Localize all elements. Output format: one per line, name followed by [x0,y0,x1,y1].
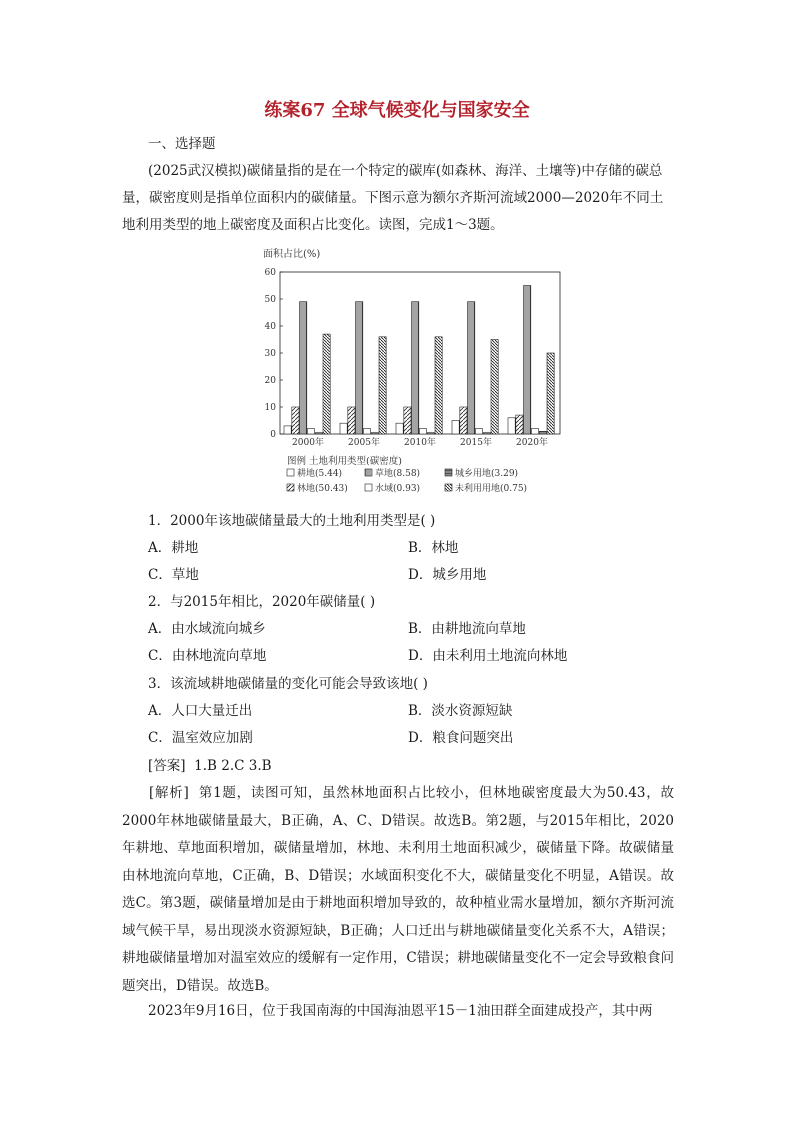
bar [468,302,475,434]
legend-label: 草地(8.58) [375,469,421,479]
bar [435,337,442,434]
y-tick-label: 10 [264,403,276,413]
bar [300,302,307,434]
legend-label: 城乡用地(3.29) [455,469,519,479]
bar [292,407,299,434]
bar [379,337,386,434]
bar [452,421,459,435]
bar [524,286,531,435]
legend-label: 水域(0.93) [375,484,421,494]
y-tick-label: 0 [270,430,276,440]
legend-swatch [287,469,294,476]
plot-frame [280,272,560,434]
section-heading: 一、选择题 [148,136,216,152]
intro-line: (2025武汉模拟)碳储量指的是在一个特定的碳库(如森林、海洋、土壤等)中存储的碳总 [148,163,663,179]
question-2-option-c: C．由林地流向草地 [148,648,267,664]
bar [547,353,554,434]
bar-chart [255,244,565,506]
legend-label: 未利用用地(0.75) [455,484,528,494]
question-3-option-d: D．粮食问题突出 [408,730,514,746]
analysis-label: [解析] [149,785,189,801]
y-axis-label: 面积占比(%) [263,249,321,260]
bar [531,429,538,434]
question-1-option-d: D．城乡用地 [408,567,487,583]
chart-legend [287,467,527,494]
y-tick-label: 60 [264,268,276,278]
answer-text: 1.B 2.C 3.B [194,758,272,774]
question-1-option-b: B．林地 [408,540,459,556]
x-tick-label: 2005年 [348,438,380,448]
bar [363,429,370,434]
bar [307,429,314,434]
bar [404,407,411,434]
bar [348,407,355,434]
x-tick-label: 2020年 [516,438,548,448]
question-3-stem: 3．该流域耕地碳储量的变化可能会导致该地( ) [148,676,428,692]
legend-title: 图例 土地利用类型(碳密度) [287,456,402,467]
legend-label: 林地(50.43) [297,484,348,494]
question-1-option-a: A．耕地 [148,540,199,556]
bar [516,415,523,434]
question-2-option-d: D．由未利用土地流向林地 [408,648,568,664]
x-tick-label: 2000年 [292,438,324,448]
x-tick-label: 2010年 [404,438,436,448]
legend-label: 耕地(5.44) [297,469,343,479]
bar [427,433,434,434]
bar [491,340,498,435]
y-tick-label: 50 [264,295,276,305]
y-tick-label: 30 [264,349,276,359]
question-3-option-c: C．温室效应加剧 [148,730,253,746]
bar [356,302,363,434]
next-passage-line: 2023年9月16日，位于我国南海的中国海油恩平15－1油田群全面建成投产，其中两 [148,1003,653,1019]
bar [475,429,482,434]
intro-line: 地利用类型的地上碳密度及面积占比变化。读图，完成1～3题。 [122,217,504,233]
page-title: 练案67 全球气候变化与国家安全 [264,100,530,121]
answer-line [148,756,272,776]
legend-swatch [287,484,294,491]
question-2-stem: 2．与2015年相比，2020年碳储量( ) [148,594,376,610]
question-1-option-c: C．草地 [148,567,199,583]
bar [419,429,426,434]
bar [340,423,347,434]
bar [284,426,291,434]
bar [539,431,546,434]
bar [396,423,403,434]
chart-bars [284,286,554,435]
legend-swatch [445,469,452,476]
y-tick-label: 20 [264,376,276,386]
question-1-stem: 1．2000年该地碳储量最大的土地利用类型是( ) [148,513,436,529]
answer-label: [答案] [148,758,186,774]
question-3-option-a: A．人口大量迁出 [148,703,253,719]
bar [315,433,322,434]
bar [508,418,515,434]
x-tick-label: 2015年 [460,438,492,448]
x-axis-labels [292,436,548,448]
question-2-option-a: A．由水域流向城乡 [148,621,266,637]
analysis-paragraph [122,780,674,1000]
bar [483,433,490,434]
bar [323,334,330,434]
legend-swatch [445,484,452,491]
bar [371,433,378,434]
bar [412,302,419,434]
analysis-text: 第1题，读图可知，虽然林地面积占比较小，但林地碳密度最大为50.43，故2000年林地碳储量最大，B正确，A、C、D错误。故选B。第2题，与2015年相比，2020年耕地、草地面积增加，碳储量增加，林地、未利用土地面积减少，碳储量下降。故碳储量由林地流向草地，C正确，B、D错误；水域面积变化不大，碳储量变化不明显，A错误。故选C。第3题，碳储量增加是由于耕地面积增加导致的，故种植业需水量增加，额尔齐斯河流域气候干旱，易出现淡水资源短缺，B正确；人口迁出与耕地碳储量变化关系不大，A错误；耕地碳储量增加对温室效应的缓解有一定作用，C错误；耕地碳储量变化不一定会导致粮食问题突出，D错误。故选B。 [122,785,674,994]
intro-line: 量，碳密度则是指单位面积内的碳储量。下图示意为额尔齐斯河流域2000—2020年不同土 [122,190,664,206]
legend-swatch [365,484,372,491]
bar [460,407,467,434]
question-2-option-b: B．由耕地流向草地 [408,621,526,637]
question-3-option-b: B．淡水资源短缺 [408,703,513,719]
legend-swatch [365,469,372,476]
y-tick-label: 40 [264,322,276,332]
